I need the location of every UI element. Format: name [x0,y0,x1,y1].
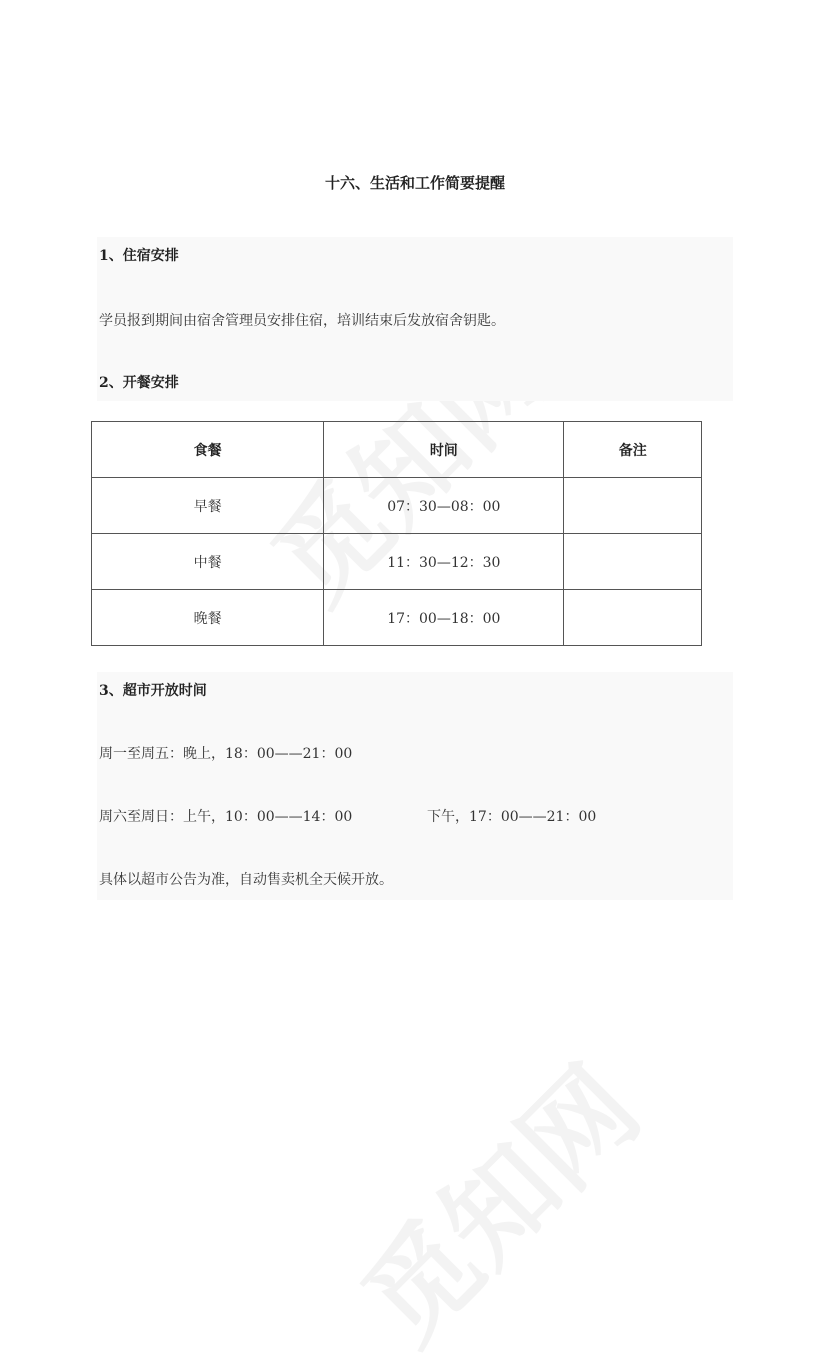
column-header-time: 时间 [324,422,564,478]
watermark [322,1026,667,1371]
meal-schedule-table [91,421,702,646]
meal-name: 晚餐 [92,590,324,646]
table-row [92,590,702,646]
page-title: 十六、生活和工作简要提醒 [324,174,505,192]
meal-name: 中餐 [92,534,324,590]
table-row [92,534,702,590]
section-heading-supermarket: 3、超市开放时间 [99,683,207,699]
supermarket-note: 具体以超市公告为准，自动售卖机全天候开放。 [99,872,393,888]
supermarket-weekend-afternoon-hours: 下午，17：00——21：00 [427,809,597,825]
section-heading-meals: 2、开餐安排 [99,375,179,391]
lodging-text: 学员报到期间由宿舍管理员安排住宿，培训结束后发放宿舍钥匙。 [99,313,505,329]
meal-name: 早餐 [92,478,324,534]
meal-note [564,478,702,534]
meal-note [564,534,702,590]
column-header-meal: 食餐 [92,422,324,478]
table-row [92,478,702,534]
supermarket-weekday-hours: 周一至周五：晚上，18：00——21：00 [99,746,353,762]
meal-time: 11：30—12：30 [324,534,564,590]
meal-time: 17：00—18：00 [324,590,564,646]
meal-time: 07：30—08：00 [324,478,564,534]
meal-note [564,590,702,646]
table-header-row [92,422,702,478]
supermarket-weekend-morning-hours: 周六至周日：上午，10：00——14：00 [99,809,353,825]
section-supermarket-background [97,672,733,900]
column-header-note: 备注 [564,422,702,478]
section-heading-lodging: 1、住宿安排 [99,248,179,264]
